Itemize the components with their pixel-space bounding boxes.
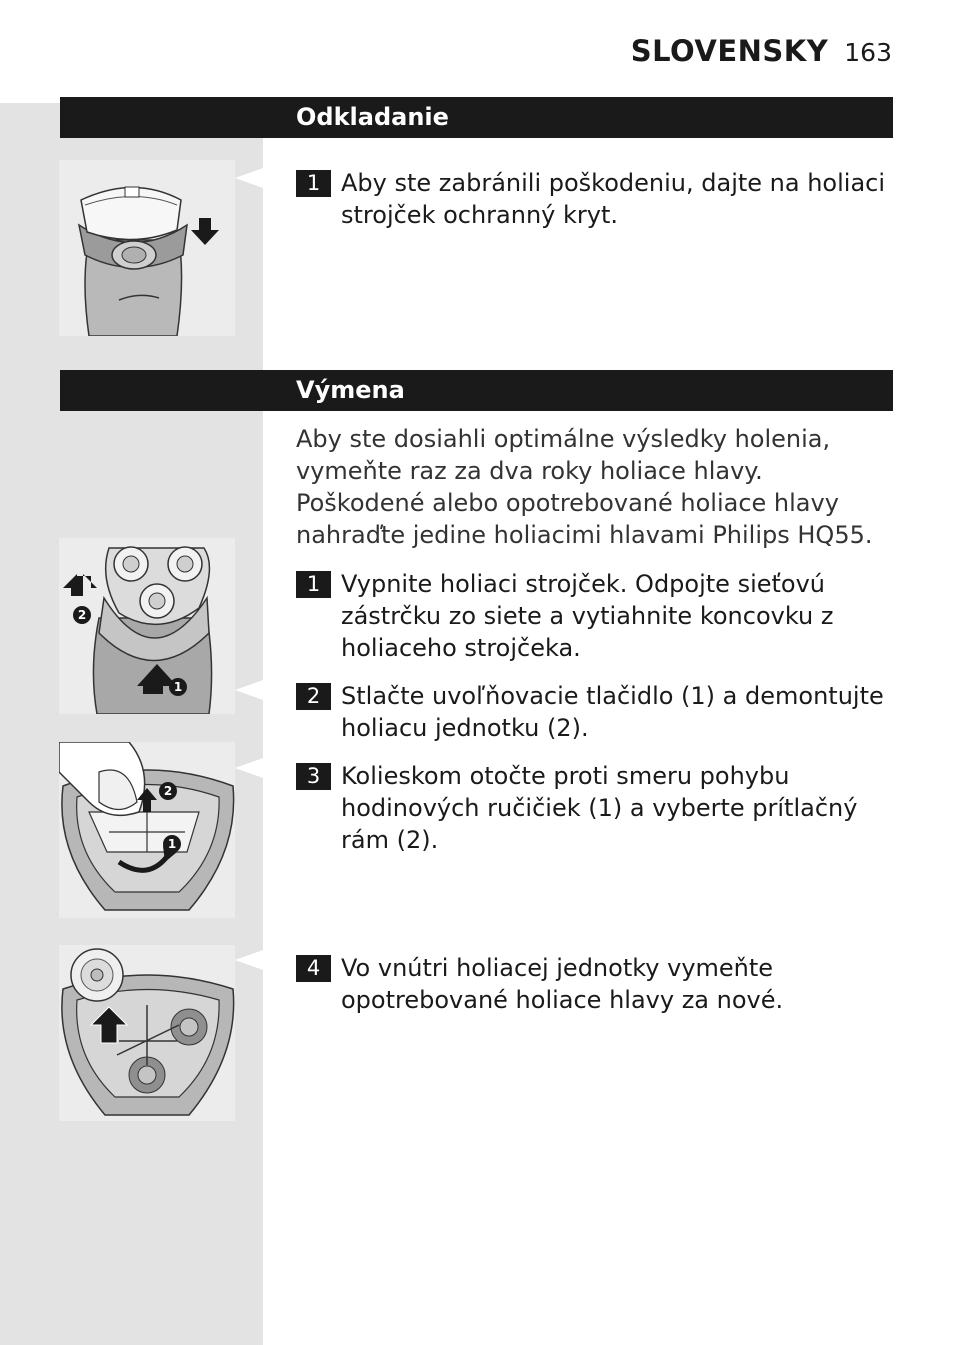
marker-2: 2	[73, 606, 91, 624]
page-header	[631, 34, 892, 68]
figure-pointer	[235, 168, 263, 188]
step-number: 2	[296, 683, 331, 710]
shaving-heads-illustration	[59, 945, 235, 1121]
replacement-step-4	[296, 952, 896, 1016]
step-text: Kolieskom otočte proti smeru pohybu hodinových ručičiek (1) a vyberte prítlačný rám (2).	[341, 762, 858, 854]
marker-1: 1	[169, 678, 187, 696]
arrow-up-icon	[63, 574, 83, 596]
replacement-step-3	[296, 760, 896, 856]
intro-paragraph-1: Aby ste dosiahli optimálne výsledky holenia, vymeňte raz za dva roky holiace hlavy.	[296, 425, 831, 485]
replacement-intro	[296, 423, 896, 551]
section-title-replacement: Výmena	[60, 370, 893, 411]
step-text: Stlačte uvoľňovacie tlačidlo (1) a demontujte holiacu jednotku (2).	[341, 682, 884, 742]
figure-pointer	[235, 680, 263, 700]
intro-paragraph-2: Poškodené alebo opotrebované holiace hlavy nahraďte jedine holiacimi hlavami Philips HQ55.	[296, 489, 873, 549]
retaining-frame-illustration	[59, 742, 235, 918]
shaver-release-illustration	[59, 538, 235, 714]
step-number: 3	[296, 763, 331, 790]
step-text: Vypnite holiaci strojček. Odpojte sieťovú zástrčku zo siete a vytiahnite koncovku z holiaceho strojčeka.	[341, 570, 834, 662]
step-text: Vo vnútri holiacej jednotky vymeňte opotrebované holiace hlavy za nové.	[341, 954, 784, 1014]
step-text: Aby ste zabránili poškodeniu, dajte na holiaci strojček ochranný kryt.	[341, 169, 886, 229]
replacement-step-1	[296, 568, 896, 664]
step-number: 4	[296, 955, 331, 982]
figure-pointer	[235, 950, 263, 970]
protective-cap-illustration	[59, 160, 235, 336]
storage-step-1	[296, 167, 896, 231]
language-title: SLOVENSKY	[630, 34, 829, 68]
section-title-storage: Odkladanie	[60, 97, 893, 138]
marker-1: 1	[163, 835, 181, 853]
arrow-down-icon	[191, 218, 219, 245]
step-number: 1	[296, 170, 331, 197]
replacement-step-2	[296, 680, 896, 744]
step-number: 1	[296, 571, 331, 598]
marker-2: 2	[159, 782, 177, 800]
figure-pointer	[235, 758, 263, 778]
page-number: 163	[844, 38, 892, 67]
